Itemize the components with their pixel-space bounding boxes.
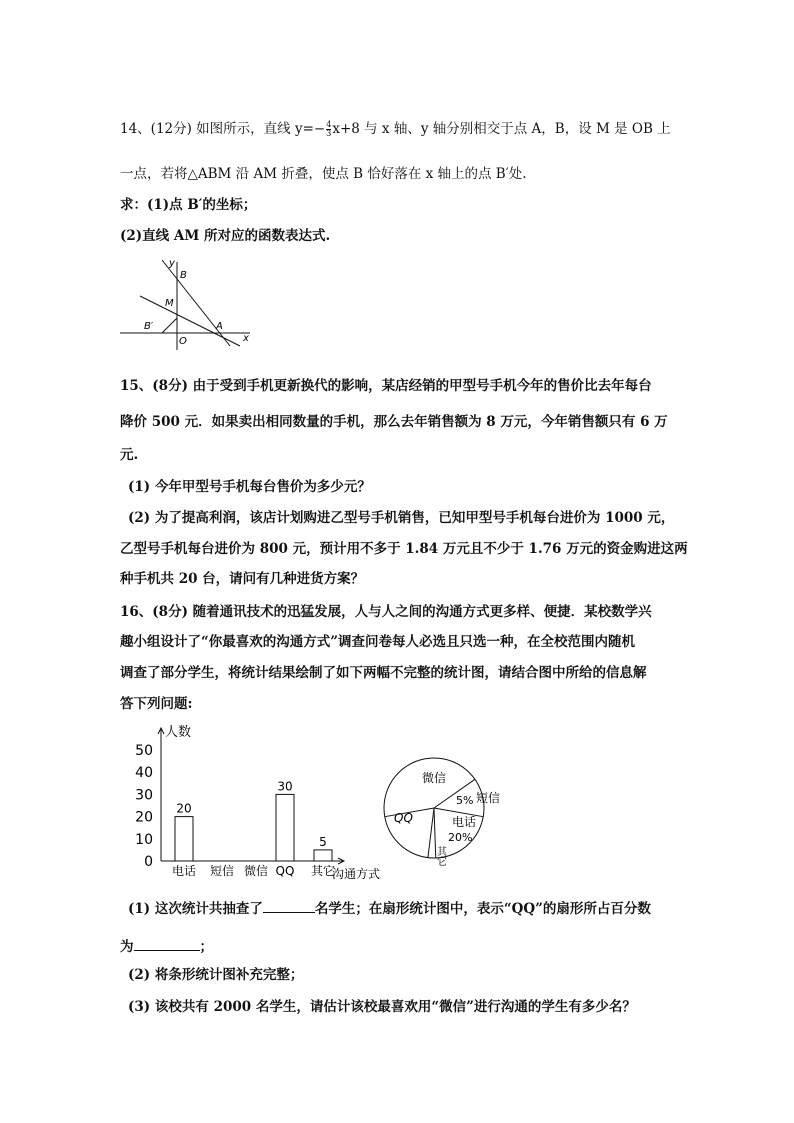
q14-line3: 求：(1)点 B′的坐标；	[120, 197, 257, 213]
bar-value-label: 30	[277, 779, 293, 794]
slice-label-duanxin: 短信	[476, 791, 501, 805]
q16-sub1-text-a: (1) 这次统计共抽查了	[128, 901, 263, 917]
bar-value-label: 20	[176, 801, 192, 816]
q15-line5: (2) 为了提高利润，该店计划购进乙型号手机销售，已知甲型号手机每台进价为 1000 元，	[128, 510, 675, 526]
q15-line7: 种手机共 20 台，请问有几种进货方案？	[120, 571, 365, 587]
label-A: A	[216, 321, 223, 332]
pie-chart	[380, 752, 510, 870]
fraction-denominator: 3	[326, 129, 332, 138]
q16-sub3: (3) 该校共有 2000 名学生，请估计该校最喜欢用“微信”进行沟通的学生有多少名？	[128, 999, 636, 1015]
q16-line4: 答下列问题:	[120, 696, 193, 712]
q16-sub1-text-d: ；	[199, 939, 213, 955]
line-BpM	[162, 318, 177, 333]
slice-percent-dianhua: 20%	[448, 831, 473, 844]
bar-电话	[175, 817, 193, 861]
fraction-numerator: 4	[326, 120, 332, 129]
bar-其它	[314, 850, 332, 861]
y-tick-label: 40	[135, 765, 153, 782]
q14-text-b: x+8 与 x 轴、y 轴分别相交于点 A，B，设 M 是 OB 上	[332, 121, 671, 137]
bar-chart	[118, 720, 398, 885]
q16-line1: 16、(8分) 随着通讯技术的迅猛发展，人与人之间的沟通方式更多样、便捷．某校数学兴	[120, 604, 652, 620]
q16-sub1-line1	[128, 900, 651, 917]
x-tick-label: 其它	[310, 864, 336, 878]
slope-fraction	[326, 121, 331, 138]
line-AM	[140, 296, 240, 346]
slice-label-dianhua: 电话	[452, 815, 477, 829]
slice-label-qq: QQ	[394, 811, 413, 825]
y-tick-label: 50	[135, 743, 153, 759]
y-tick-label: 10	[135, 831, 153, 848]
bar-value-label: 5	[319, 834, 327, 849]
q16-line2: 趣小组设计了“你最喜欢的沟通方式”调查问卷每人必选且只选一种，在全校范围内随机	[120, 634, 636, 650]
x-tick-label: 微信	[243, 864, 269, 878]
q14-line1	[120, 121, 671, 138]
x-tick-label: QQ	[275, 864, 295, 878]
answer-blank-percent[interactable]	[134, 938, 200, 951]
y-axis-label: 人数	[165, 725, 192, 740]
q15-line2: 降价 500 元．如果卖出相同数量的手机，那么去年销售额为 8 万元，今年销售额只有 6 万	[120, 414, 668, 430]
q15-line4: (1) 今年甲型号手机每台售价为多少元？	[128, 479, 371, 495]
q16-sub1-text-c: 为	[120, 939, 134, 955]
q15-line3: 元.	[120, 447, 139, 463]
label-y: y	[169, 258, 175, 269]
label-x: x	[243, 333, 249, 344]
y-tick-label: 30	[135, 787, 153, 804]
q16-sub1-text-b: 名学生；在扇形统计图中，表示“QQ”的扇形所占百分数	[314, 901, 651, 917]
slice-label-qita: 其它	[434, 846, 446, 866]
q15-line6: 乙型号手机每台进价为 800 元，预计用不多于 1.84 万元且不少于 1.76 万元的资金购进这两	[120, 541, 688, 557]
label-Bprime: B′	[144, 321, 154, 332]
q15-line1: 15、(8分) 由于受到手机更新换代的影响，某店经销的甲型号手机今年的售价比去年每台	[120, 378, 652, 394]
q14-line2: 一点，若将△ABM 沿 AM 折叠，使点 B 恰好落在 x 轴上的点 B′处.	[120, 166, 527, 182]
answer-blank-count[interactable]	[263, 900, 315, 913]
slice-percent-duanxin: 5%	[456, 794, 474, 807]
x-tick-label: 短信	[209, 864, 235, 878]
q14-line4: (2)直线 AM 所对应的函数表达式.	[120, 228, 331, 244]
x-axis-label: 沟通方式	[332, 867, 381, 881]
y-tick-label: 20	[135, 809, 153, 826]
q16-sub1-line2	[120, 938, 213, 955]
q14-figure	[112, 254, 262, 352]
q16-sub2: (2) 将条形统计图补充完整；	[128, 967, 304, 983]
y-tick-label: 0	[144, 854, 153, 870]
slice-label-weixin: 微信	[422, 771, 447, 785]
bar-QQ	[276, 794, 294, 861]
x-tick-label: 电话	[171, 864, 197, 878]
label-B: B	[180, 270, 187, 281]
label-M: M	[165, 298, 174, 309]
label-O: O	[179, 336, 187, 347]
q14-text-a: 14、(12分) 如图所示，直线 y=−	[120, 121, 326, 137]
q16-line3: 调查了部分学生，将统计结果绘制了如下两幅不完整的统计图，请结合图中所给的信息解	[120, 665, 647, 681]
